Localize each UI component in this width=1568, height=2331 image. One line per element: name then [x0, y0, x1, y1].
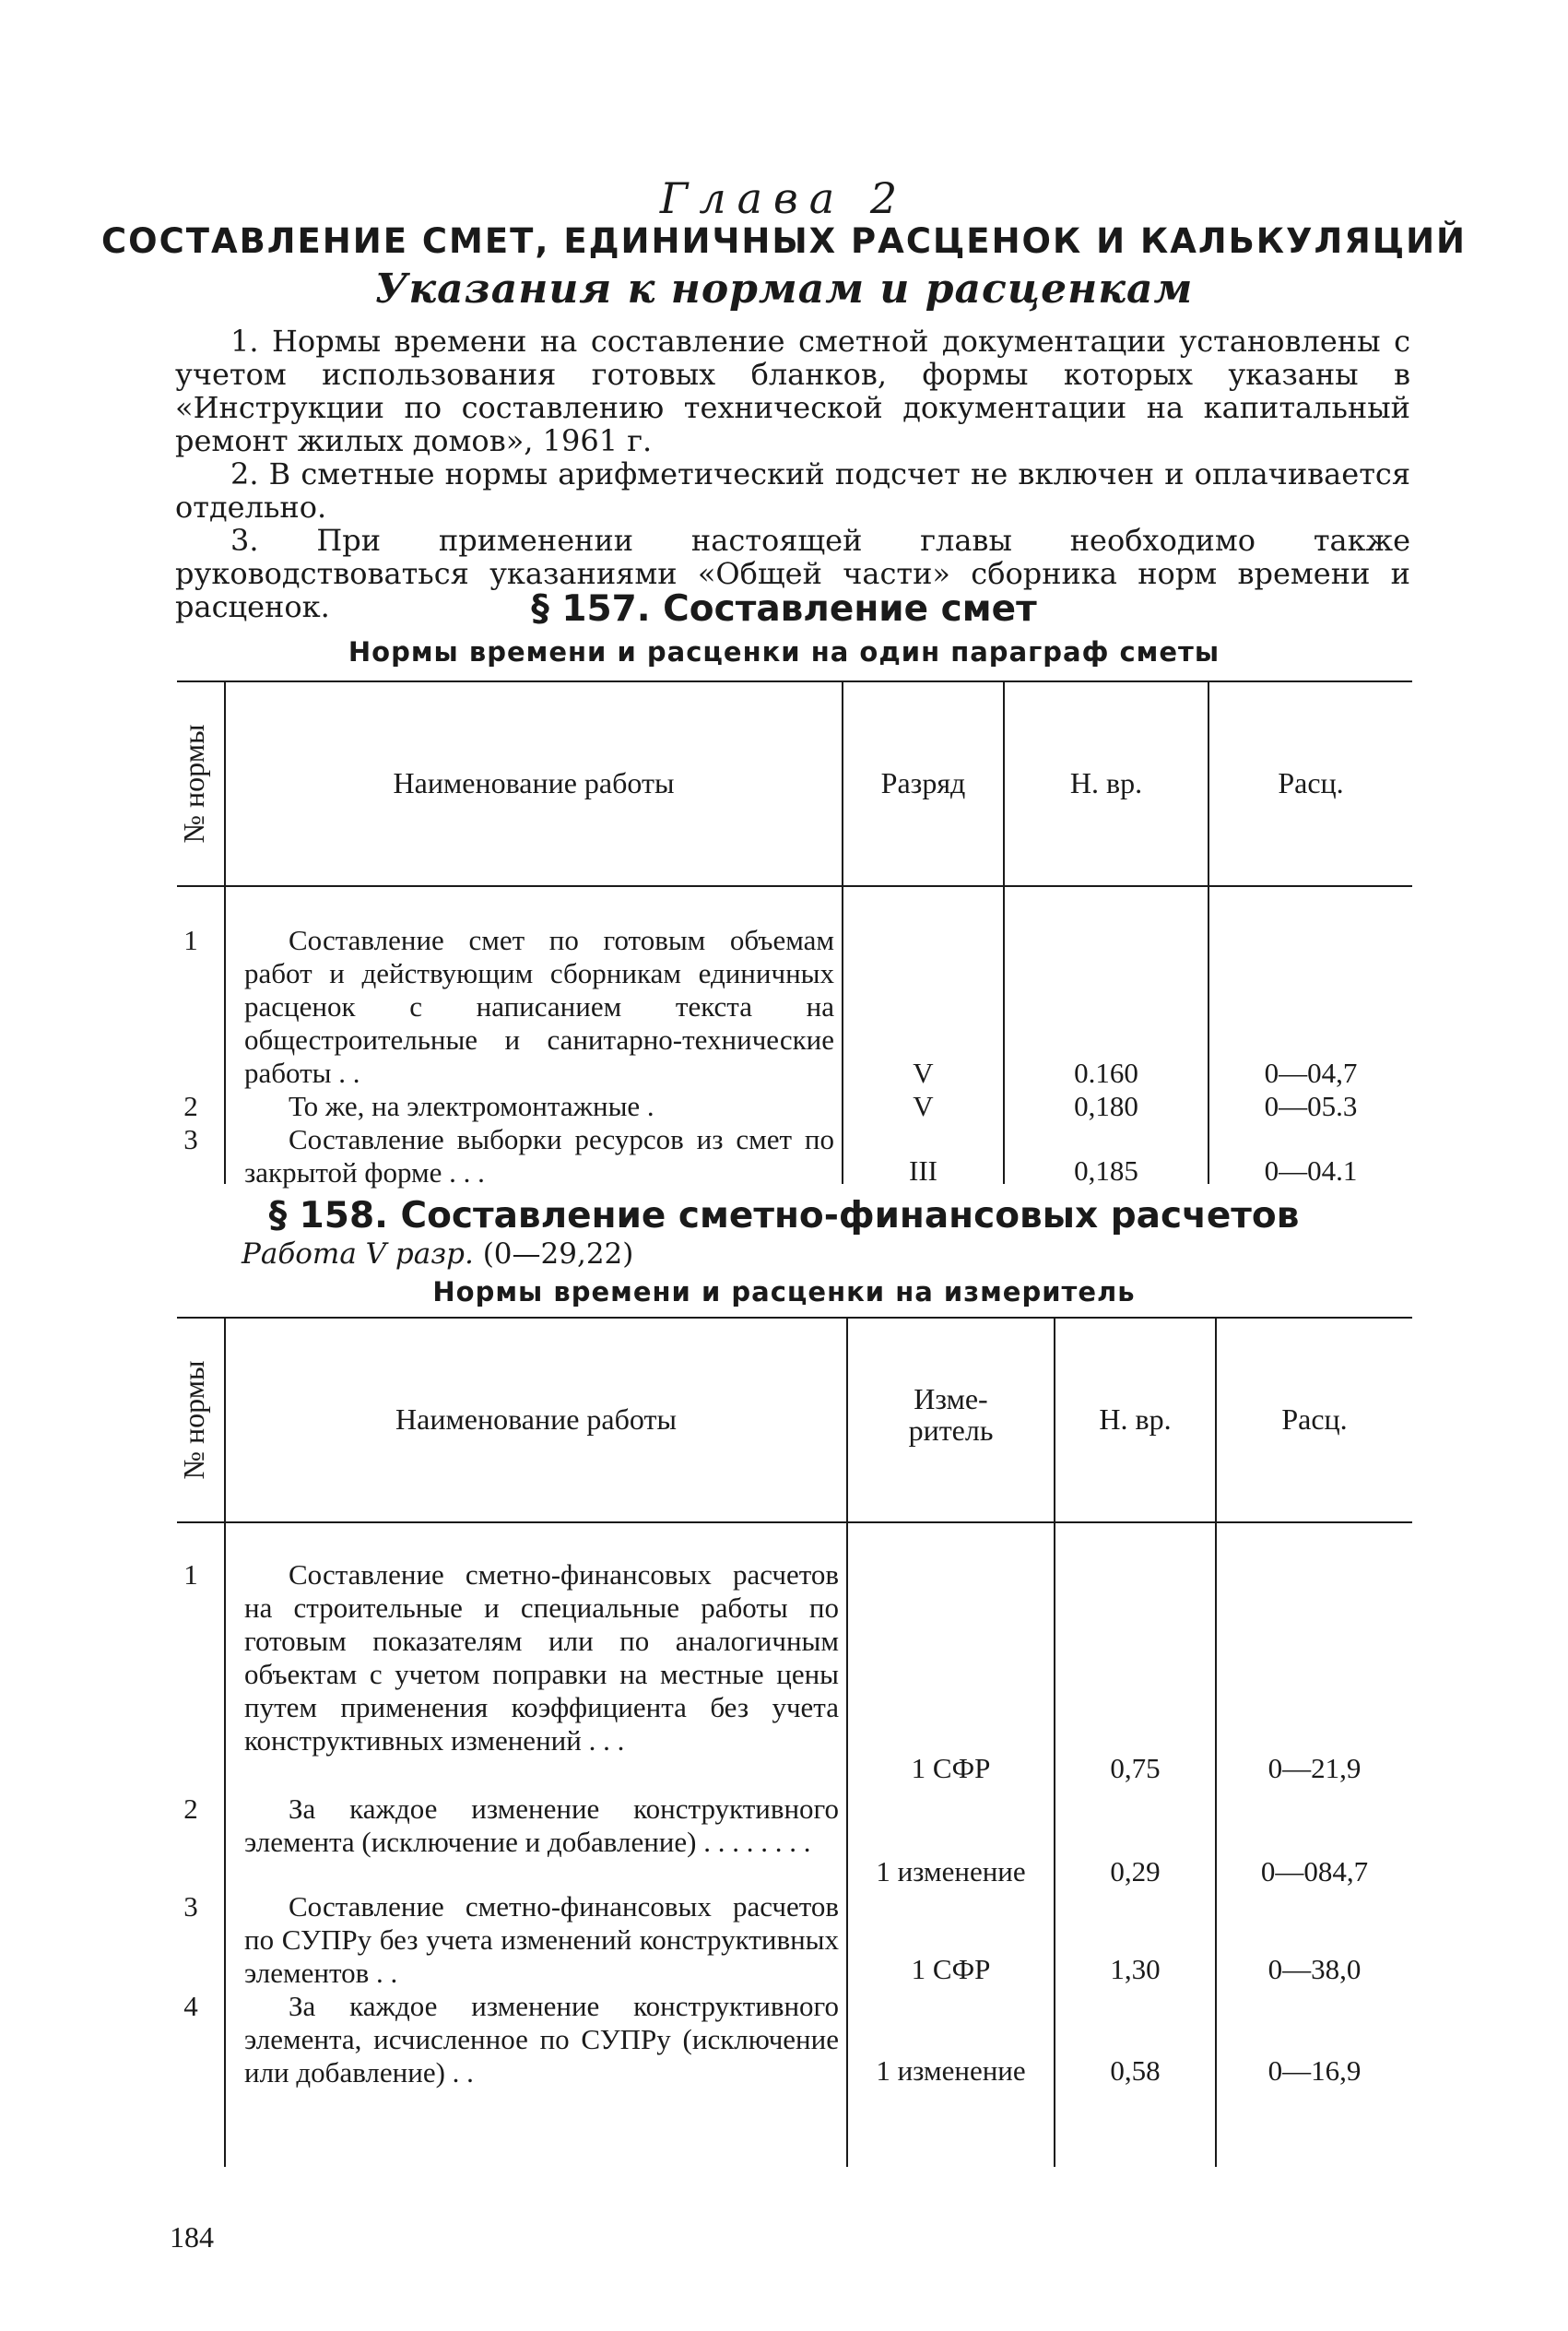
- work-grade-label: Работа V разр.: [242, 1237, 474, 1271]
- table-157-divider: [1208, 887, 1209, 1184]
- table-158-header-rate: Расц.: [1281, 1402, 1348, 1436]
- table-157-row-1-rate: 0—04,7: [1264, 1057, 1358, 1089]
- table-158-row-2-rate: 0—084,7: [1260, 1855, 1369, 1887]
- table-158-row-2-time: 0,29: [1110, 1855, 1161, 1887]
- table-158-header-time: Н. вр.: [1099, 1402, 1172, 1436]
- table-157-row-2-grade: V: [913, 1090, 934, 1122]
- table-158-row-2-num: 2: [183, 1793, 198, 1825]
- table-157-row-1-grade: V: [913, 1057, 934, 1089]
- table-158-row-1-num: 1: [183, 1558, 198, 1591]
- table-157-row-2-time: 0,180: [1074, 1090, 1138, 1122]
- header-unit-line-1: Изме-: [914, 1382, 988, 1415]
- table-157-divider: [842, 887, 843, 1184]
- table-157-top-rule: [177, 680, 1412, 682]
- table-158-row-3-time: 1,30: [1110, 1953, 1161, 1985]
- section-157-subtitle: Нормы времени и расценки на один параграф сметы: [348, 636, 1220, 668]
- instruction-paragraph-1: 1. Нормы времени на составление сметной документации установлены с учетом использования готовых бланков, формы которых указаны в «Инструкции по составлению технической документации на капитальный ремонт жилых домов», 1961 г.: [175, 324, 1410, 458]
- table-157-header-time: Н. вр.: [1069, 766, 1143, 799]
- section-158-subtitle: Нормы времени и расценки на измеритель: [432, 1276, 1136, 1307]
- table-157-header-name: Наименование работы: [393, 766, 675, 799]
- table-157-row-3-rate: 0—04.1: [1264, 1154, 1358, 1187]
- table-158-header-name: Наименование работы: [395, 1402, 677, 1436]
- table-157-row-3-grade: III: [909, 1154, 937, 1187]
- section-157-title: § 157. Составление смет: [531, 588, 1037, 630]
- instructions-title: Указания к нормам и расценкам: [374, 266, 1194, 313]
- table-157-divider: [1003, 887, 1005, 1184]
- table-158-row-3-unit: 1 СФР: [911, 1953, 991, 1985]
- table-157-row-3-time: 0,185: [1074, 1154, 1138, 1187]
- table-157-header-rule: [177, 885, 1412, 887]
- chapter-heading: Глава 2: [659, 173, 909, 223]
- table-158-row-4-name: За каждое изменение конструктивного элемента, исчисленное по СУПРу (исключение или добавление) . .: [244, 1990, 839, 2088]
- table-158-top-rule: [177, 1317, 1412, 1319]
- table-158-header-rule: [177, 1521, 1412, 1523]
- table-158-row-3-name: Составление сметно-финансовых расчетов по СУПРу без учета изменений конструктивных элементов . .: [244, 1890, 839, 1989]
- table-157-header-num: № нормы: [177, 724, 210, 844]
- table-157-row-1-name: Составление смет по готовым объемам работ и действующим сборникам единичных расценок с написанием текста на общестроительные и санитарно-технические работы . .: [244, 924, 834, 1089]
- table-157-row-2-num: 2: [183, 1090, 198, 1122]
- section-158-work-info: [242, 1237, 633, 1271]
- table-158-row-1-time: 0,75: [1110, 1752, 1161, 1784]
- table-158-row-1-name: Составление сметно-финансовых расчетов на строительные и специальные работы по готовым показателям или по аналогичным объектам с учетом поправки на местные цены путем применения коэффициента без учета конструктивных изменений . . .: [244, 1558, 839, 1757]
- table-157-row-1-time: 0.160: [1074, 1057, 1138, 1089]
- page-number: 184: [170, 2220, 214, 2254]
- chapter-title: СОСТАВЛЕНИЕ СМЕТ, ЕДИНИЧНЫХ РАСЦЕНОК И КАЛЬКУЛЯЦИЙ: [100, 221, 1468, 261]
- table-158-row-4-time: 0,58: [1110, 2054, 1161, 2087]
- table-158-row-1-rate: 0—21,9: [1267, 1752, 1362, 1784]
- instruction-paragraph-3: 3. При применении настоящей главы необходимо также руководствоваться указаниями «Общей части» сборника норм времени и расценок.: [175, 523, 1410, 624]
- table-158-row-2-unit: 1 изменение: [876, 1855, 1026, 1887]
- table-158-row-3-num: 3: [183, 1890, 198, 1923]
- table-158-row-4-num: 4: [183, 1990, 198, 2022]
- table-158-row-4-rate: 0—16,9: [1267, 2054, 1362, 2087]
- table-158-row-3-rate: 0—38,0: [1267, 1953, 1362, 1985]
- table-157-row-3-num: 3: [183, 1123, 198, 1155]
- table-157-row-2-name: То же, на электромонтажные .: [289, 1090, 654, 1122]
- table-158-header-num: № нормы: [177, 1360, 210, 1480]
- table-158-row-1-unit: 1 СФР: [911, 1752, 991, 1784]
- table-157-header-grade: Разряд: [880, 766, 966, 799]
- table-158-divider: [224, 1523, 226, 2167]
- instruction-paragraph-2: 2. В сметные нормы арифметический подсчет не включен и оплачивается отдельно.: [175, 456, 1410, 525]
- table-157-divider: [224, 887, 226, 1184]
- table-157-row-3-name: Составление выборки ресурсов из смет по закрытой форме . . .: [244, 1123, 834, 1189]
- table-157-row-2-rate: 0—05.3: [1264, 1090, 1358, 1122]
- work-grade-rate: (0—29,22): [482, 1237, 634, 1271]
- header-unit-line-2: ритель: [908, 1414, 994, 1447]
- section-158-title: § 158. Составление сметно-финансовых расчетов: [268, 1195, 1300, 1236]
- table-157-row-1-num: 1: [183, 924, 198, 956]
- table-157-header-rate: Расц.: [1278, 766, 1344, 799]
- table-158-row-2-name: За каждое изменение конструктивного элемента (исключение и добавление) . . . . . . . .: [244, 1793, 839, 1858]
- table-158-header-unit: [848, 1383, 1054, 1446]
- table-158-row-4-unit: 1 изменение: [876, 2054, 1026, 2087]
